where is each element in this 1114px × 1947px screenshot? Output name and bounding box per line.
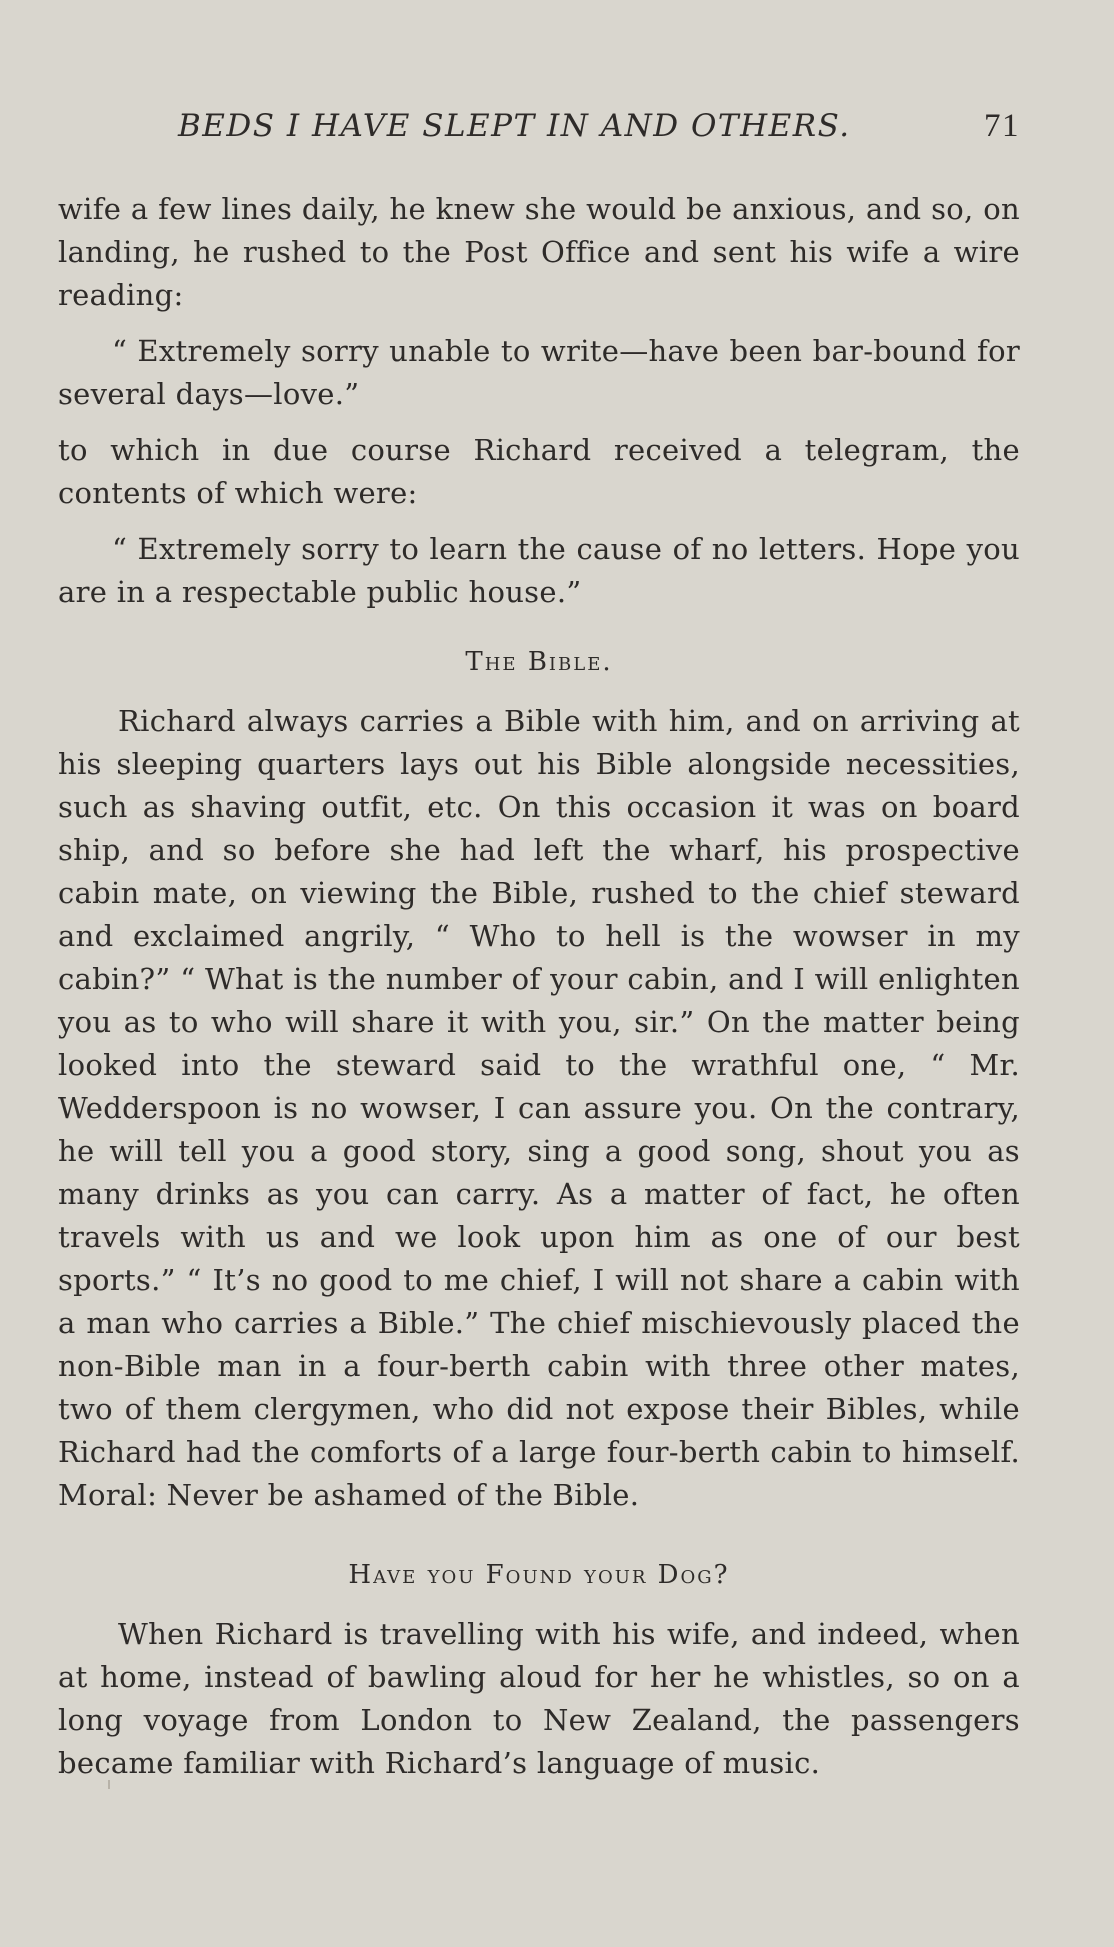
paragraph-reply-intro: to which in due course Richard received a telegram, the contents of which were:	[58, 433, 1020, 510]
paragraph-continued: wife a few lines daily, he knew she would be anxious, and so, on landing, he rushed to the Post Office and sent his wife a wire reading:	[58, 192, 1020, 312]
page-number: 71	[984, 108, 1020, 144]
telegram-quote: “ Extremely sorry unable to write—have been bar-bound for several days—love.”	[58, 334, 1020, 411]
running-title: BEDS I HAVE SLEPT IN AND OTHERS.	[178, 108, 851, 144]
book-page	[58, 0, 1020, 1947]
body-text	[58, 188, 1020, 1798]
telegram-reply-quote: “ Extremely sorry to learn the cause of no letters. Hope you are in a respectable public house.”	[58, 532, 1020, 609]
page-header	[58, 108, 1020, 152]
section-heading-bible: The Bible.	[465, 647, 613, 677]
paper-speck	[108, 1780, 110, 1789]
section-heading-dog: Have you Found your Dog?	[348, 1560, 730, 1590]
paragraph-dog-story: When Richard is travelling with his wife, and indeed, when at home, instead of bawling aloud for her he whistles, so on a long voyage from London to New Zealand, the passengers became familiar with Richard’s language of music.	[58, 1617, 1020, 1780]
paragraph-bible-story: Richard always carries a Bible with him, and on arriving at his sleeping quarters lays out his Bible alongside necessities, such as shaving outfit, etc. On this occasion it was on board ship, and so before she had left the wharf, his prospective cabin mate, on viewing the Bible, rushed to the chief steward and exclaimed angrily, “ Who to hell is the wowser in my cabin?” “ What is the number of your cabin, and I will enlighten you as to who will share it with you, sir.” On the matter being looked into the steward said to the wrathful one, “ Mr. Wedderspoon is no wowser, I can assure you. On the contrary, he will tell you a good story, sing a good song, shout you as many drinks as you can carry. As a matter of fact, he often travels with us and we look upon him as one of our best sports.” “ It’s no good to me chief, I will not share a cabin with a man who carries a Bible.” The chief mischievously placed the non-Bible man in a four-berth cabin with three other mates, two of them clergymen, who did not expose their Bibles, while Richard had the comforts of a large four-berth cabin to himself. Moral: Never be ashamed of the Bible.	[58, 704, 1020, 1512]
